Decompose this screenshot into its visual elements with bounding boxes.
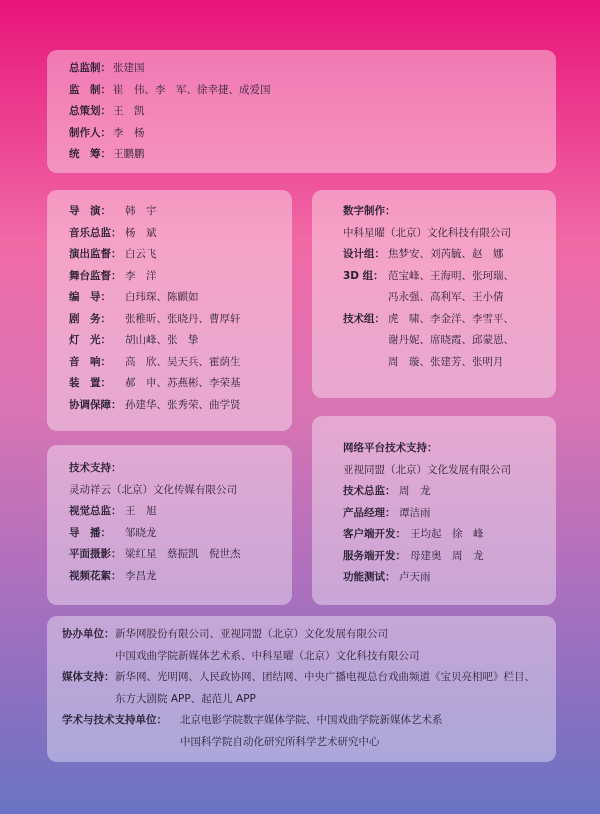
credit-value: 高 欣、吴天兵、霍荫生 [125,355,241,368]
credit-row [343,503,556,525]
credit-value: 王 旭 [125,505,157,517]
credit-label: 平面摄影： [69,548,122,560]
credit-row [69,309,292,331]
credit-value: 谭洁雨 [399,506,431,519]
credit-label: 音 响： [69,355,111,368]
credit-row [343,546,556,568]
credit-row [69,287,292,309]
organizations-panel [47,616,556,762]
credit-label: 总策划： [69,105,111,117]
credit-label: 技术组： [343,312,385,325]
network-platform-panel [312,416,556,605]
section-heading: 技术支持： [69,462,122,474]
credit-row [343,266,556,288]
credit-value: 胡山峰、张 挚 [125,334,199,346]
credit-value: 母建奥 周 龙 [410,549,484,562]
credit-row [69,244,292,266]
tech-support-panel [47,445,292,605]
org-label: 学术与技术支持单位： [62,714,167,726]
credit-value: 范宝峰、王海明、张珂瑞、 [388,269,514,282]
credit-row [69,80,556,102]
credit-row [343,309,556,331]
credit-label: 编 导： [69,291,111,303]
credit-row [69,201,292,223]
credit-label: 剧 务： [69,312,111,325]
credit-value: 李 洋 [125,269,157,282]
main-credits-panel [47,50,556,173]
credit-value: 周 龙 [399,485,431,497]
crew-credits-panel [47,190,292,431]
section-heading: 数字制作： [343,205,396,217]
credit-value: 白玮琛、陈麒如 [125,291,199,303]
credit-label: 装 置： [69,377,111,389]
credit-value: 邹晓龙 [125,526,157,539]
credit-row [69,223,292,245]
credit-row [69,395,292,417]
credit-row [69,523,292,545]
org-row [62,624,556,646]
credit-row [69,352,292,374]
credit-value: 卢天雨 [399,571,431,583]
company-name: 中科星曜（北京）文化科技有限公司 [343,226,511,239]
credit-label: 服务端开发： [343,549,406,562]
credit-value: 李 杨 [113,126,145,139]
org-row [62,710,556,732]
credit-label: 产品经理： [343,506,396,519]
credit-value: 梁红星 蔡振凯 倪世杰 [125,548,241,560]
org-label: 媒体支持： [62,671,115,683]
credit-label: 制作人： [69,126,111,139]
credit-value: 杨 斌 [125,226,157,239]
org-label: 协办单位： [62,628,115,640]
credit-row [343,244,556,266]
credit-value: 孙建华、张秀荣、曲学贤 [125,398,241,411]
credit-label: 舞台监督： [69,269,122,282]
company-name: 亚视同盟（北京）文化发展有限公司 [343,463,511,476]
credit-row [69,123,556,145]
credit-value: 王 凯 [113,105,145,117]
credit-label: 协调保障： [69,398,122,411]
credit-row [69,58,556,80]
credit-value: 张建国 [113,62,145,74]
credit-label: 总监制： [69,62,111,74]
credit-label: 技术总监： [343,485,396,497]
credit-label: 客户端开发： [343,528,406,540]
org-row [62,667,556,689]
credit-label: 灯 光： [69,334,111,346]
credit-value: 白云飞 [125,248,157,260]
credit-row [69,544,292,566]
credit-row [69,566,292,588]
credit-row [343,567,556,589]
credit-row [69,266,292,288]
org-value: 北京电影学院数字媒体学院、中国戏曲学院新媒体艺术系 [180,714,443,726]
credit-row [343,481,556,503]
credit-label: 功能测试： [343,571,396,583]
credit-value: 虎 啸、李金洋、李雪平、 [388,312,514,325]
credit-value: 周 璇、张建芳、张明月 [388,355,504,368]
company-name: 灵动祥云（北京）文化传媒有限公司 [69,483,237,496]
org-value: 东方大剧院 APP、起范儿 APP [115,692,256,705]
credit-label: 演出监督： [69,248,122,260]
section-heading: 网络平台技术支持： [343,442,438,454]
credit-value: 崔 伟、李 军、徐幸捷、成爱国 [113,83,271,96]
credit-value: 张稚昕、张晓丹、曹厚轩 [125,312,241,325]
credit-label: 音乐总监： [69,226,122,239]
credit-value: 郝 申、苏燕彬、李荣基 [125,377,241,389]
credit-label: 3D 组： [343,269,384,282]
credit-value: 李昌龙 [125,569,157,582]
credit-value: 王鹏鹏 [113,148,145,160]
credit-value: 焦梦安、刘芮毓、赵 娜 [388,248,504,260]
credit-label: 设计组： [343,248,385,260]
credit-row [69,501,292,523]
credit-label: 视频花絮： [69,569,122,582]
credit-label: 统 筹： [69,148,111,160]
digital-production-panel [312,190,556,398]
org-value: 中国戏曲学院新媒体艺术系、中科星曜（北京）文化科技有限公司 [115,649,420,662]
org-value: 新华网股份有限公司、亚视同盟（北京）文化发展有限公司 [115,628,388,640]
credit-row [69,101,556,123]
credit-label: 监 制： [69,83,111,96]
credit-row [69,330,292,352]
credit-value: 王均起 徐 峰 [410,528,484,540]
credit-value: 冯永强、高利军、王小倩 [388,291,504,303]
credit-row [69,144,556,166]
credit-value: 韩 宇 [125,205,157,217]
credit-label: 导 演： [69,205,111,217]
org-value: 中国科学院自动化研究所科学艺术研究中心 [180,735,380,748]
credit-value: 谢丹妮、席晓霞、邱蒙恩、 [388,334,514,346]
credit-label: 视觉总监： [69,505,122,517]
credit-row [343,524,556,546]
org-value: 新华网、光明网、人民政协网、团结网、中央广播电视总台戏曲频道《宝贝亮相吧》栏目、 [115,671,535,683]
credit-label: 导 播： [69,526,111,539]
credit-row [69,373,292,395]
